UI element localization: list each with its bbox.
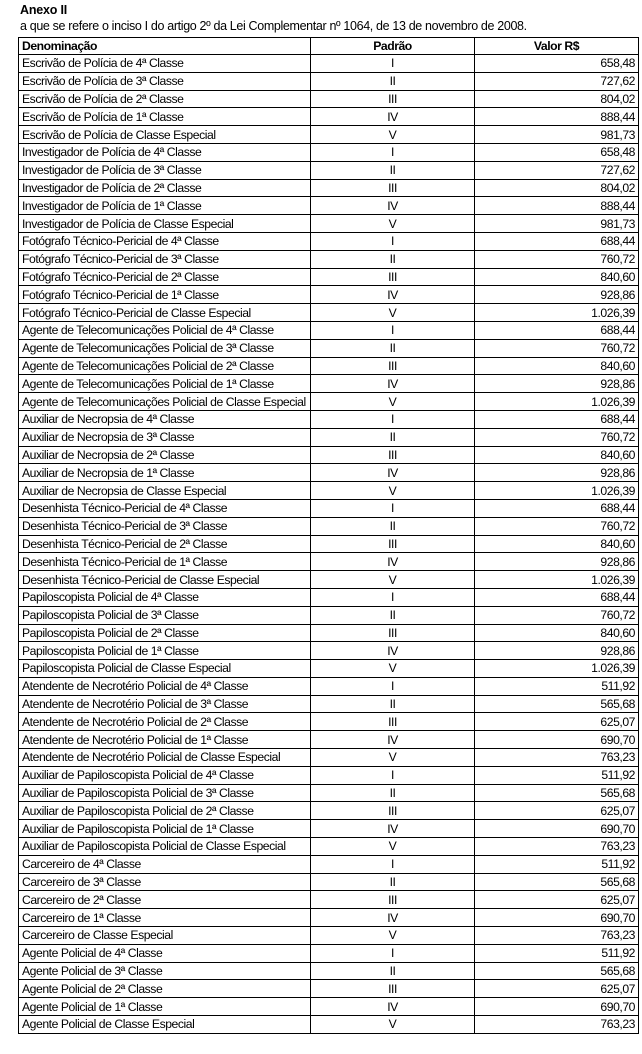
table-row: [19, 588, 639, 606]
cell-valor: 763,23: [475, 749, 639, 767]
table-row: [19, 642, 639, 660]
cell-padrao: V: [311, 1016, 475, 1034]
cell-valor: 658,48: [475, 143, 639, 161]
cell-padrao: IV: [311, 464, 475, 482]
cell-padrao: IV: [311, 108, 475, 126]
header-denominacao: Denominação: [19, 38, 311, 55]
cell-denominacao: Auxiliar de Necropsia de 4ª Classe: [19, 410, 311, 428]
cell-valor: 888,44: [475, 197, 639, 215]
table-row: [19, 517, 639, 535]
cell-padrao: II: [311, 784, 475, 802]
cell-denominacao: Fotógrafo Técnico-Pericial de Classe Especial: [19, 304, 311, 322]
cell-denominacao: Agente Policial de 2ª Classe: [19, 980, 311, 998]
table-row: [19, 909, 639, 927]
cell-valor: 1.026,39: [475, 571, 639, 589]
table-row: [19, 428, 639, 446]
cell-padrao: III: [311, 268, 475, 286]
cell-denominacao: Agente Policial de 1ª Classe: [19, 998, 311, 1016]
cell-valor: 760,72: [475, 606, 639, 624]
cell-padrao: II: [311, 161, 475, 179]
table-row: [19, 998, 639, 1016]
cell-padrao: IV: [311, 731, 475, 749]
cell-padrao: II: [311, 339, 475, 357]
table-row: [19, 72, 639, 90]
cell-padrao: I: [311, 855, 475, 873]
cell-valor: 928,86: [475, 375, 639, 393]
cell-valor: 688,44: [475, 232, 639, 250]
cell-denominacao: Papiloscopista Policial de 4ª Classe: [19, 588, 311, 606]
cell-padrao: V: [311, 393, 475, 411]
cell-padrao: I: [311, 499, 475, 517]
table-row: [19, 891, 639, 909]
table-row: [19, 268, 639, 286]
annex-title: Anexo II: [20, 3, 68, 17]
table-row: [19, 535, 639, 553]
cell-denominacao: Agente de Telecomunicações Policial de 2ª Classe: [19, 357, 311, 375]
cell-padrao: I: [311, 677, 475, 695]
table-row: [19, 873, 639, 891]
cell-padrao: II: [311, 517, 475, 535]
cell-valor: 688,44: [475, 321, 639, 339]
cell-valor: 727,62: [475, 72, 639, 90]
cell-padrao: V: [311, 215, 475, 233]
table-row: [19, 838, 639, 856]
cell-padrao: III: [311, 446, 475, 464]
cell-padrao: V: [311, 482, 475, 500]
table-row: [19, 1016, 639, 1034]
cell-valor: 511,92: [475, 855, 639, 873]
cell-padrao: V: [311, 304, 475, 322]
cell-valor: 565,68: [475, 695, 639, 713]
cell-denominacao: Desenhista Técnico-Pericial de Classe Especial: [19, 571, 311, 589]
cell-valor: 565,68: [475, 784, 639, 802]
cell-padrao: I: [311, 410, 475, 428]
cell-denominacao: Agente de Telecomunicações Policial de 3ª Classe: [19, 339, 311, 357]
cell-valor: 511,92: [475, 944, 639, 962]
table-row: [19, 304, 639, 322]
cell-denominacao: Desenhista Técnico-Pericial de 2ª Classe: [19, 535, 311, 553]
cell-denominacao: Auxiliar de Papiloscopista Policial de 2ª Classe: [19, 802, 311, 820]
cell-denominacao: Carcereiro de 4ª Classe: [19, 855, 311, 873]
cell-denominacao: Auxiliar de Papiloscopista Policial de 1ª Classe: [19, 820, 311, 838]
cell-valor: 804,02: [475, 179, 639, 197]
cell-valor: 888,44: [475, 108, 639, 126]
table-row: [19, 499, 639, 517]
table-header: [19, 38, 639, 55]
cell-valor: 565,68: [475, 962, 639, 980]
cell-padrao: III: [311, 90, 475, 108]
table-row: [19, 677, 639, 695]
cell-padrao: III: [311, 802, 475, 820]
cell-denominacao: Fotógrafo Técnico-Pericial de 2ª Classe: [19, 268, 311, 286]
cell-padrao: I: [311, 143, 475, 161]
cell-valor: 1.026,39: [475, 393, 639, 411]
cell-padrao: II: [311, 962, 475, 980]
cell-denominacao: Papiloscopista Policial de 2ª Classe: [19, 624, 311, 642]
table-row: [19, 464, 639, 482]
table-row: [19, 126, 639, 144]
table-row: [19, 784, 639, 802]
table-row: [19, 215, 639, 233]
header-valor: Valor R$: [475, 38, 639, 55]
cell-denominacao: Investigador de Polícia de 4ª Classe: [19, 143, 311, 161]
cell-valor: 690,70: [475, 909, 639, 927]
cell-padrao: III: [311, 713, 475, 731]
cell-denominacao: Auxiliar de Necropsia de 3ª Classe: [19, 428, 311, 446]
cell-padrao: I: [311, 944, 475, 962]
cell-padrao: II: [311, 250, 475, 268]
cell-denominacao: Atendente de Necrotério Policial de 2ª Classe: [19, 713, 311, 731]
table-row: [19, 624, 639, 642]
table-row: [19, 339, 639, 357]
cell-padrao: IV: [311, 375, 475, 393]
cell-valor: 688,44: [475, 499, 639, 517]
cell-valor: 625,07: [475, 980, 639, 998]
cell-valor: 658,48: [475, 55, 639, 73]
cell-padrao: II: [311, 873, 475, 891]
cell-valor: 928,86: [475, 464, 639, 482]
header-padrao: Padrão: [311, 38, 475, 55]
table-row: [19, 161, 639, 179]
cell-valor: 981,73: [475, 215, 639, 233]
cell-valor: 565,68: [475, 873, 639, 891]
cell-denominacao: Investigador de Polícia de 2ª Classe: [19, 179, 311, 197]
cell-denominacao: Escrivão de Polícia de 2ª Classe: [19, 90, 311, 108]
cell-valor: 690,70: [475, 731, 639, 749]
table-row: [19, 482, 639, 500]
table-row: [19, 179, 639, 197]
cell-padrao: V: [311, 571, 475, 589]
cell-valor: 840,60: [475, 357, 639, 375]
cell-denominacao: Agente Policial de 3ª Classe: [19, 962, 311, 980]
table-row: [19, 802, 639, 820]
cell-padrao: V: [311, 126, 475, 144]
cell-valor: 763,23: [475, 927, 639, 945]
cell-valor: 928,86: [475, 642, 639, 660]
cell-padrao: II: [311, 428, 475, 446]
table-row: [19, 375, 639, 393]
table-row: [19, 980, 639, 998]
cell-valor: 760,72: [475, 517, 639, 535]
cell-denominacao: Desenhista Técnico-Pericial de 4ª Classe: [19, 499, 311, 517]
table-row: [19, 55, 639, 73]
cell-padrao: I: [311, 588, 475, 606]
cell-denominacao: Desenhista Técnico-Pericial de 1ª Classe: [19, 553, 311, 571]
cell-padrao: IV: [311, 197, 475, 215]
header-row: [19, 38, 639, 55]
cell-padrao: IV: [311, 998, 475, 1016]
table-row: [19, 927, 639, 945]
cell-padrao: I: [311, 232, 475, 250]
cell-valor: 511,92: [475, 766, 639, 784]
cell-denominacao: Investigador de Polícia de 1ª Classe: [19, 197, 311, 215]
cell-padrao: IV: [311, 642, 475, 660]
table-row: [19, 108, 639, 126]
table-row: [19, 553, 639, 571]
cell-valor: 1.026,39: [475, 660, 639, 678]
cell-padrao: III: [311, 357, 475, 375]
cell-valor: 928,86: [475, 553, 639, 571]
cell-valor: 1.026,39: [475, 482, 639, 500]
cell-valor: 1.026,39: [475, 304, 639, 322]
cell-denominacao: Investigador de Polícia de 3ª Classe: [19, 161, 311, 179]
cell-valor: 763,23: [475, 1016, 639, 1034]
annex-subtitle: a que se refere o inciso I do artigo 2º da Lei Complementar nº 1064, de 13 de novembro de 2008.: [20, 19, 527, 33]
cell-denominacao: Investigador de Polícia de Classe Especial: [19, 215, 311, 233]
cell-denominacao: Atendente de Necrotério Policial de 1ª Classe: [19, 731, 311, 749]
cell-valor: 981,73: [475, 126, 639, 144]
cell-valor: 511,92: [475, 677, 639, 695]
cell-padrao: II: [311, 72, 475, 90]
cell-denominacao: Carcereiro de 2ª Classe: [19, 891, 311, 909]
cell-padrao: III: [311, 179, 475, 197]
cell-valor: 928,86: [475, 286, 639, 304]
table-row: [19, 766, 639, 784]
table-row: [19, 143, 639, 161]
cell-denominacao: Auxiliar de Necropsia de Classe Especial: [19, 482, 311, 500]
cell-padrao: II: [311, 606, 475, 624]
cell-denominacao: Auxiliar de Papiloscopista Policial de 4ª Classe: [19, 766, 311, 784]
table-row: [19, 731, 639, 749]
table-body: [19, 55, 639, 1034]
table-row: [19, 250, 639, 268]
cell-denominacao: Carcereiro de 3ª Classe: [19, 873, 311, 891]
cell-denominacao: Papiloscopista Policial de Classe Especial: [19, 660, 311, 678]
cell-denominacao: Papiloscopista Policial de 1ª Classe: [19, 642, 311, 660]
cell-valor: 760,72: [475, 428, 639, 446]
cell-denominacao: Atendente de Necrotério Policial de 4ª Classe: [19, 677, 311, 695]
table-row: [19, 321, 639, 339]
cell-denominacao: Auxiliar de Necropsia de 2ª Classe: [19, 446, 311, 464]
table-row: [19, 410, 639, 428]
table-row: [19, 695, 639, 713]
table-row: [19, 944, 639, 962]
table-row: [19, 446, 639, 464]
cell-padrao: IV: [311, 286, 475, 304]
cell-denominacao: Auxiliar de Necropsia de 1ª Classe: [19, 464, 311, 482]
cell-padrao: V: [311, 838, 475, 856]
cell-valor: 625,07: [475, 713, 639, 731]
cell-valor: 727,62: [475, 161, 639, 179]
cell-denominacao: Fotógrafo Técnico-Pericial de 3ª Classe: [19, 250, 311, 268]
cell-denominacao: Agente de Telecomunicações Policial de 1ª Classe: [19, 375, 311, 393]
table-row: [19, 855, 639, 873]
cell-padrao: V: [311, 749, 475, 767]
cell-valor: 625,07: [475, 891, 639, 909]
cell-denominacao: Fotógrafo Técnico-Pericial de 4ª Classe: [19, 232, 311, 250]
cell-valor: 760,72: [475, 339, 639, 357]
cell-denominacao: Desenhista Técnico-Pericial de 3ª Classe: [19, 517, 311, 535]
cell-denominacao: Auxiliar de Papiloscopista Policial de 3ª Classe: [19, 784, 311, 802]
cell-denominacao: Agente de Telecomunicações Policial de Classe Especial: [19, 393, 311, 411]
cell-valor: 688,44: [475, 410, 639, 428]
cell-denominacao: Fotógrafo Técnico-Pericial de 1ª Classe: [19, 286, 311, 304]
table-row: [19, 571, 639, 589]
cell-denominacao: Agente Policial de 4ª Classe: [19, 944, 311, 962]
cell-denominacao: Carcereiro de 1ª Classe: [19, 909, 311, 927]
cell-valor: 840,60: [475, 446, 639, 464]
cell-denominacao: Papiloscopista Policial de 3ª Classe: [19, 606, 311, 624]
cell-denominacao: Agente de Telecomunicações Policial de 4ª Classe: [19, 321, 311, 339]
cell-padrao: I: [311, 55, 475, 73]
table-row: [19, 606, 639, 624]
cell-padrao: IV: [311, 820, 475, 838]
table-row: [19, 749, 639, 767]
cell-valor: 840,60: [475, 268, 639, 286]
table-row: [19, 962, 639, 980]
table-row: [19, 90, 639, 108]
cell-valor: 840,60: [475, 624, 639, 642]
table-row: [19, 286, 639, 304]
cell-padrao: III: [311, 624, 475, 642]
cell-padrao: V: [311, 660, 475, 678]
cell-padrao: III: [311, 535, 475, 553]
cell-valor: 804,02: [475, 90, 639, 108]
cell-padrao: IV: [311, 553, 475, 571]
cell-padrao: II: [311, 695, 475, 713]
cell-valor: 688,44: [475, 588, 639, 606]
cell-valor: 690,70: [475, 998, 639, 1016]
salary-table: [18, 37, 639, 1034]
cell-padrao: I: [311, 766, 475, 784]
cell-padrao: III: [311, 891, 475, 909]
cell-valor: 840,60: [475, 535, 639, 553]
cell-padrao: IV: [311, 909, 475, 927]
cell-denominacao: Escrivão de Polícia de 1ª Classe: [19, 108, 311, 126]
cell-valor: 760,72: [475, 250, 639, 268]
table-row: [19, 393, 639, 411]
cell-denominacao: Atendente de Necrotério Policial de Classe Especial: [19, 749, 311, 767]
cell-denominacao: Atendente de Necrotério Policial de 3ª Classe: [19, 695, 311, 713]
cell-valor: 690,70: [475, 820, 639, 838]
cell-valor: 763,23: [475, 838, 639, 856]
table-row: [19, 660, 639, 678]
cell-denominacao: Carcereiro de Classe Especial: [19, 927, 311, 945]
cell-denominacao: Agente Policial de Classe Especial: [19, 1016, 311, 1034]
table-row: [19, 197, 639, 215]
cell-padrao: III: [311, 980, 475, 998]
cell-denominacao: Escrivão de Polícia de Classe Especial: [19, 126, 311, 144]
cell-padrao: I: [311, 321, 475, 339]
table-row: [19, 820, 639, 838]
cell-padrao: V: [311, 927, 475, 945]
table-row: [19, 232, 639, 250]
cell-denominacao: Escrivão de Polícia de 4ª Classe: [19, 55, 311, 73]
cell-valor: 625,07: [475, 802, 639, 820]
cell-denominacao: Auxiliar de Papiloscopista Policial de Classe Especial: [19, 838, 311, 856]
table-row: [19, 357, 639, 375]
table-row: [19, 713, 639, 731]
cell-denominacao: Escrivão de Polícia de 3ª Classe: [19, 72, 311, 90]
